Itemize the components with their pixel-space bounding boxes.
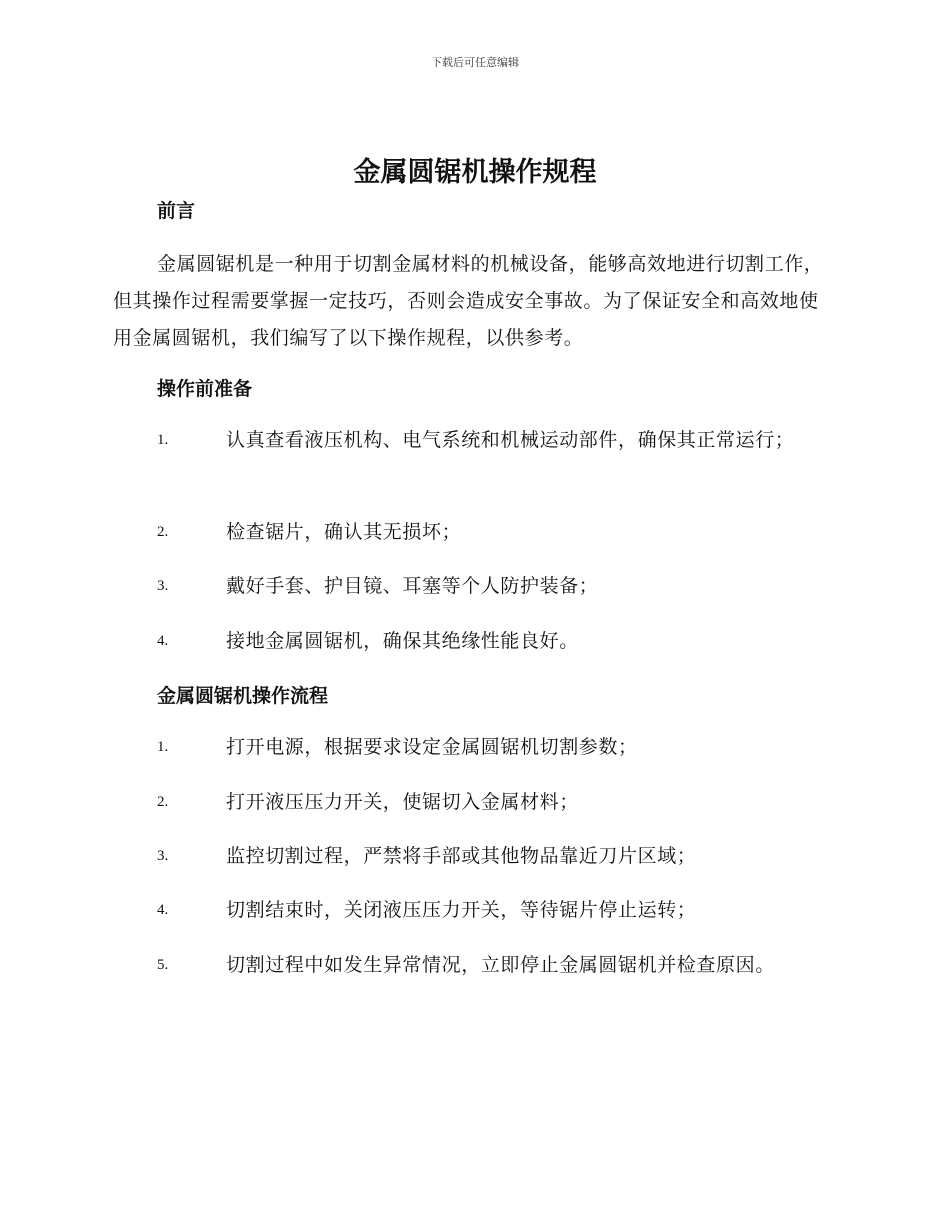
list-item-text: 检查锯片，确认其无损坏； bbox=[226, 521, 462, 543]
list-item-number: 3. bbox=[157, 848, 169, 864]
list-item-number: 5. bbox=[157, 957, 169, 973]
list-item-number: 3. bbox=[157, 578, 169, 594]
list-item bbox=[113, 623, 835, 660]
list-item-text: 认真查看液压机构、电气系统和机械运动部件，确保其正常运行； bbox=[226, 429, 795, 451]
list-item bbox=[113, 784, 835, 821]
document-title: 金属圆锯机操作规程 bbox=[353, 157, 597, 188]
list-item-number: 4. bbox=[157, 633, 169, 649]
list-item-number: 1. bbox=[157, 432, 169, 448]
list-item bbox=[113, 568, 835, 605]
list-item-number: 4. bbox=[157, 902, 169, 918]
list-item bbox=[113, 892, 835, 929]
list-item bbox=[113, 422, 835, 459]
list-item bbox=[113, 514, 835, 551]
section-heading-preparation: 操作前准备 bbox=[157, 378, 253, 400]
list-item-text: 监控切割过程，严禁将手部或其他物品靠近刀片区域； bbox=[226, 845, 697, 867]
list-item bbox=[113, 838, 835, 875]
list-item bbox=[113, 729, 835, 766]
list-item-number: 1. bbox=[157, 739, 169, 755]
list-item-text: 切割过程中如发生异常情况，立即停止金属圆锯机并检查原因。 bbox=[226, 954, 775, 976]
header-note: 下载后可任意编辑 bbox=[431, 56, 519, 69]
list-item-text: 打开液压压力开关，使锯切入金属材料； bbox=[226, 791, 579, 813]
list-item-number: 2. bbox=[157, 794, 169, 810]
section-heading-preface: 前言 bbox=[157, 200, 196, 222]
list-item-number: 2. bbox=[157, 524, 169, 540]
section-heading-procedure: 金属圆锯机操作流程 bbox=[157, 685, 329, 707]
list-item-text: 接地金属圆锯机，确保其绝缘性能良好。 bbox=[226, 630, 579, 652]
preface-paragraph: 金属圆锯机是一种用于切割金属材料的机械设备，能够高效地进行切割工作，但其操作过程需要掌握一定技巧，否则会造成安全事故。为了保证安全和高效地使用金属圆锯机，我们编写了以下操作规程，以供参考。 bbox=[113, 253, 824, 349]
list-item-text: 切割结束时，关闭液压压力开关，等待锯片停止运转； bbox=[226, 899, 697, 921]
list-item-text: 打开电源，根据要求设定金属圆锯机切割参数； bbox=[226, 736, 638, 758]
list-item bbox=[113, 947, 835, 984]
list-item-text: 戴好手套、护目镜、耳塞等个人防护装备； bbox=[226, 575, 599, 597]
